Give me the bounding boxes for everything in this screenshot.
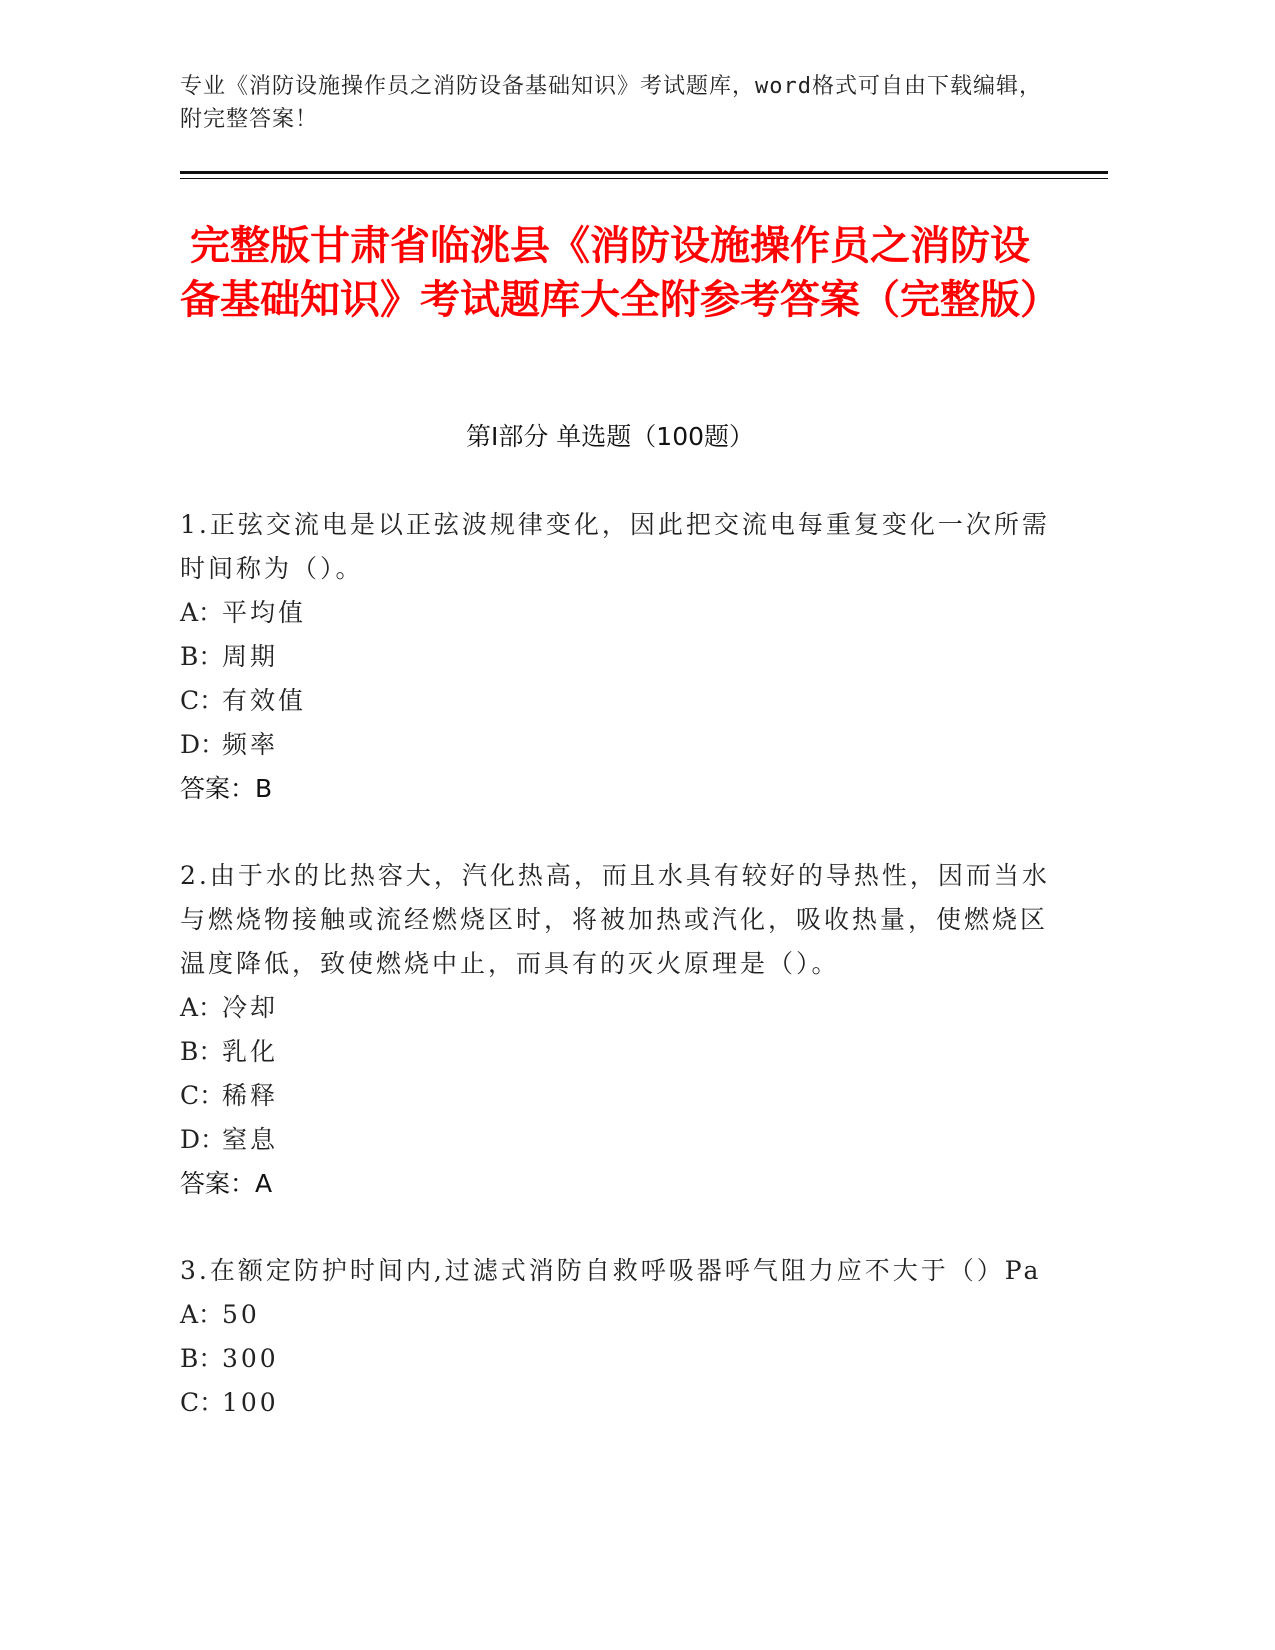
option-list [180,591,1060,767]
question-list [180,503,1060,1468]
option-c [180,1074,1060,1118]
option-text: 周期 [222,642,279,671]
option-key: C： [180,686,225,715]
header-rule-thick [180,171,1108,174]
option-b [180,1030,1060,1074]
question-stem: 3.在额定防护时间内,过滤式消防自救呼吸器呼气阻力应不大于（）Pa [180,1256,1042,1285]
option-key: D： [180,730,226,759]
option-a [180,591,1060,635]
question-stem: 2.由于水的比热容大，汽化热高，而且水具有较好的导热性，因而当水与燃烧物接触或流经燃烧区时，将被加热或汽化，吸收热量，使燃烧区温度降低，致使燃烧中止，而具有的灭火原理是（）。 [180,861,1050,978]
document-header-note: 专业《消防设施操作员之消防设备基础知识》考试题库，word格式可自由下载编辑，附完整答案！ [180,74,1042,132]
document-title: 完整版甘肃省临洮县《消防设施操作员之消防设备基础知识》考试题库大全附参考答案（完整版） [180,223,1060,323]
option-text: 窒息 [222,1125,279,1154]
option-key: C： [180,1388,225,1417]
option-key: A： [180,1300,224,1329]
option-d [180,723,1060,767]
option-text: 50 [222,1300,260,1329]
answer-line: 答案：B [180,774,273,803]
option-text: 300 [222,1344,279,1373]
option-b [180,1337,1060,1381]
option-key: D： [180,1125,226,1154]
question-stem: 1.正弦交流电是以正弦波规律变化，因此把交流电每重复变化一次所需时间称为（）。 [180,510,1050,583]
option-key: A： [180,598,224,627]
option-key: C： [180,1081,225,1110]
option-text: 平均值 [222,598,307,627]
option-a [180,1293,1060,1337]
option-b [180,635,1060,679]
option-key: A： [180,993,224,1022]
option-c [180,679,1060,723]
option-list [180,1293,1060,1425]
section-heading: 第Ⅰ部分 单选题（100题） [465,422,755,451]
answer-line: 答案：A [180,1169,273,1198]
option-list [180,986,1060,1162]
question-1 [180,503,1060,811]
option-key: B： [180,1344,224,1373]
option-d [180,1118,1060,1162]
option-c [180,1381,1060,1425]
option-text: 频率 [222,730,279,759]
option-text: 冷却 [222,993,279,1022]
option-key: B： [180,1037,224,1066]
option-text: 有效值 [222,686,307,715]
option-text: 稀释 [222,1081,279,1110]
option-a [180,986,1060,1030]
question-3 [180,1249,1060,1425]
question-2 [180,854,1060,1206]
header-rule-thin [180,178,1108,179]
option-text: 100 [222,1388,279,1417]
option-text: 乳化 [222,1037,279,1066]
option-key: B： [180,642,224,671]
